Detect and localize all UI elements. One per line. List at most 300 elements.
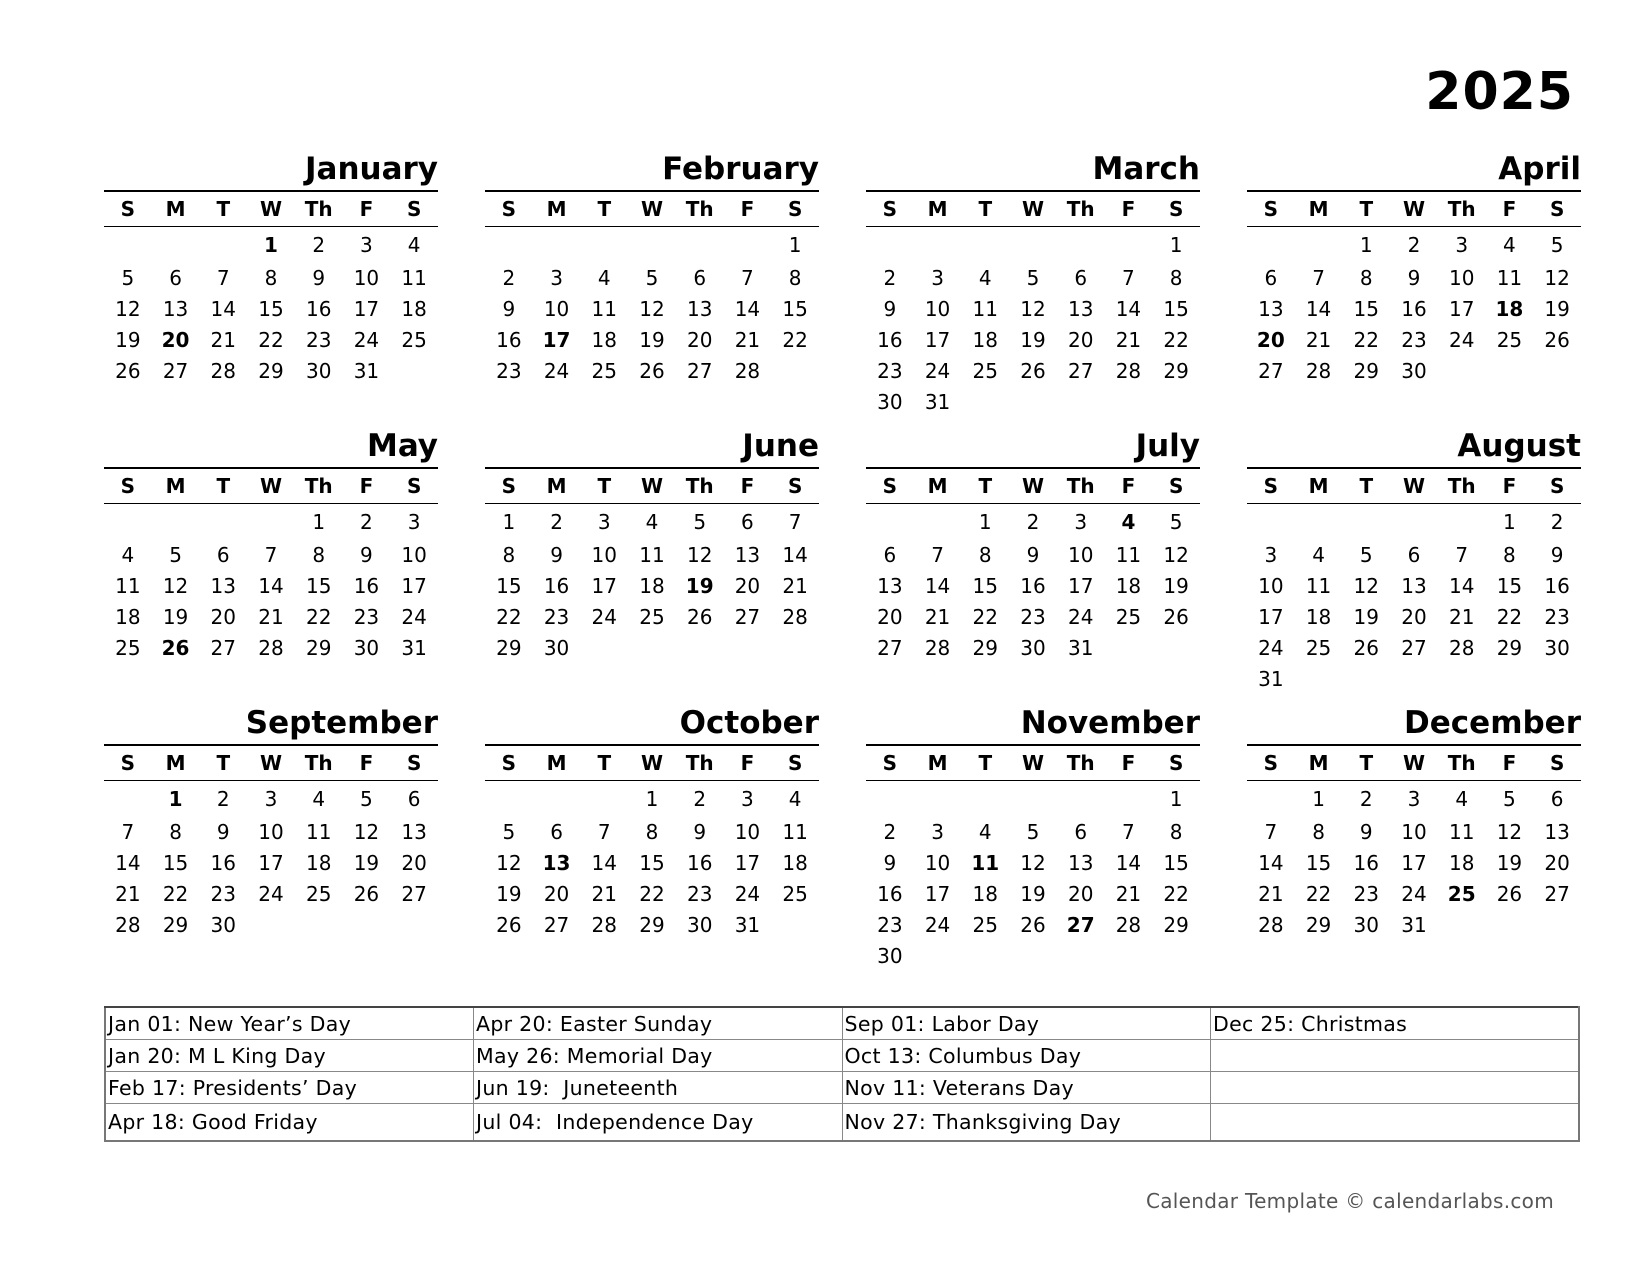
day-number: 7 xyxy=(216,266,230,290)
day-number: 23 xyxy=(686,882,713,906)
empty-day xyxy=(1009,781,1057,817)
empty-day xyxy=(1009,227,1057,263)
empty-day xyxy=(199,504,247,540)
day-number: 7 xyxy=(931,543,944,567)
day-number: 14 xyxy=(1115,297,1142,321)
day-number: 14 xyxy=(258,574,284,598)
weekday-label: Th xyxy=(685,197,714,221)
day-number: 23 xyxy=(877,359,903,383)
day-number: 19 xyxy=(1353,605,1379,629)
weekday-label: T xyxy=(216,474,231,498)
day-number: 26 xyxy=(353,882,380,906)
day-number: 21 xyxy=(1115,882,1142,906)
day-number: 22 xyxy=(162,882,189,906)
day-number: 24 xyxy=(1448,328,1475,352)
day-number: 18 xyxy=(972,882,998,906)
empty-day xyxy=(1105,227,1153,263)
month-december xyxy=(1247,704,1581,972)
weekday-label: S xyxy=(787,751,803,775)
day-number: 8 xyxy=(1169,266,1183,290)
day-number: 6 xyxy=(169,266,182,290)
weekday-label: S xyxy=(406,751,422,775)
day-number: 24 xyxy=(543,359,570,383)
empty-day xyxy=(676,227,724,263)
day-number: 28 xyxy=(210,359,236,383)
day-number: 8 xyxy=(312,543,326,567)
day-number: 4 xyxy=(121,543,135,567)
day-number: 14 xyxy=(210,297,236,321)
day-number: 1 xyxy=(1312,787,1325,811)
day-number: 29 xyxy=(1163,913,1189,937)
day-number: 19 xyxy=(496,882,522,906)
weekday-label: Th xyxy=(1066,197,1095,221)
empty-day xyxy=(152,227,200,263)
day-number: 29 xyxy=(639,913,665,937)
empty-day xyxy=(724,227,772,263)
day-number: 23 xyxy=(210,882,236,906)
holiday-cell: Jan 01: New Year’s Day xyxy=(105,1007,474,1040)
weekday-label: S xyxy=(882,474,898,498)
day-number: 12 xyxy=(1496,820,1523,844)
holiday-cell: Jun 19: Juneteenth xyxy=(474,1072,843,1104)
weekday-label: M xyxy=(1308,197,1329,221)
weekday-label: M xyxy=(546,197,567,221)
weekday-label: S xyxy=(120,474,136,498)
day-number: 6 xyxy=(1264,266,1278,290)
day-number: 2 xyxy=(1359,787,1373,811)
day-number: 20 xyxy=(1544,851,1570,875)
day-number: 20 xyxy=(686,328,713,352)
weekday-label: M xyxy=(165,751,186,775)
day-number: 27 xyxy=(1067,359,1094,383)
day-number: 19 xyxy=(1020,882,1046,906)
day-number: 6 xyxy=(741,510,754,534)
day-number: 11 xyxy=(591,297,617,321)
weekday-label: M xyxy=(546,751,567,775)
day-number: 17 xyxy=(591,574,617,598)
day-number: 15 xyxy=(782,297,808,321)
weekday-label: S xyxy=(1168,474,1184,498)
day-number: 31 xyxy=(1401,913,1427,937)
day-number: 30 xyxy=(543,636,570,660)
empty-day xyxy=(485,781,533,817)
day-number: 18 xyxy=(1115,574,1142,598)
day-number: 17 xyxy=(353,297,380,321)
day-number: 5 xyxy=(1359,543,1373,567)
day-number: 10 xyxy=(401,543,427,567)
day-number: 28 xyxy=(591,913,617,937)
day-number: 25 xyxy=(401,328,427,352)
day-number: 3 xyxy=(741,787,754,811)
month-name: July xyxy=(866,427,1200,469)
day-number: 7 xyxy=(597,820,611,844)
weekday-header xyxy=(1247,192,1581,227)
holiday-day-number: 20 xyxy=(161,328,190,352)
holiday-cell xyxy=(1211,1072,1580,1104)
day-number: 24 xyxy=(1258,636,1284,660)
day-number: 26 xyxy=(1496,882,1523,906)
day-number: 8 xyxy=(1312,820,1325,844)
day-number: 30 xyxy=(1401,359,1427,383)
day-number: 11 xyxy=(1115,543,1142,567)
day-number: 3 xyxy=(1074,510,1088,534)
day-number: 22 xyxy=(1496,605,1523,629)
weekday-label: W xyxy=(259,197,283,221)
day-number: 27 xyxy=(686,359,713,383)
day-grid xyxy=(1247,781,1581,972)
weekday-label: W xyxy=(1021,197,1045,221)
weekday-label: T xyxy=(597,751,612,775)
month-october xyxy=(485,704,819,972)
holiday-day-number: 4 xyxy=(1121,510,1136,534)
day-number: 25 xyxy=(1115,605,1142,629)
day-number: 10 xyxy=(1067,543,1094,567)
day-number: 9 xyxy=(216,820,230,844)
day-number: 9 xyxy=(550,543,563,567)
day-number: 1 xyxy=(1169,233,1183,257)
weekday-label: F xyxy=(359,197,374,221)
day-number: 6 xyxy=(1550,787,1564,811)
weekday-label: S xyxy=(1168,197,1184,221)
empty-day xyxy=(1105,781,1153,817)
day-number: 13 xyxy=(686,297,713,321)
day-number: 24 xyxy=(401,605,427,629)
holiday-day-number: 17 xyxy=(542,328,571,352)
day-number: 15 xyxy=(162,851,189,875)
day-number: 16 xyxy=(1353,851,1379,875)
weekday-label: W xyxy=(1402,197,1426,221)
weekday-label: F xyxy=(1502,751,1517,775)
weekday-label: T xyxy=(978,474,993,498)
weekday-label: W xyxy=(640,751,664,775)
day-number: 30 xyxy=(210,913,236,937)
day-number: 24 xyxy=(258,882,284,906)
day-number: 26 xyxy=(1020,359,1046,383)
day-number: 17 xyxy=(1067,574,1094,598)
day-number: 4 xyxy=(597,266,611,290)
weekday-header xyxy=(866,192,1200,227)
day-number: 5 xyxy=(1503,787,1516,811)
day-grid xyxy=(866,504,1200,695)
weekday-header xyxy=(866,469,1200,504)
day-number: 18 xyxy=(972,328,998,352)
day-number: 8 xyxy=(264,266,278,290)
day-number: 10 xyxy=(258,820,284,844)
month-september xyxy=(104,704,438,972)
day-number: 14 xyxy=(1305,297,1332,321)
day-number: 30 xyxy=(1353,913,1379,937)
day-number: 23 xyxy=(353,605,380,629)
day-number: 19 xyxy=(1496,851,1523,875)
day-grid xyxy=(866,227,1200,418)
day-number: 2 xyxy=(883,820,897,844)
day-number: 14 xyxy=(924,574,951,598)
day-number: 25 xyxy=(972,359,998,383)
day-number: 10 xyxy=(734,820,761,844)
weekday-label: T xyxy=(1359,197,1374,221)
day-number: 27 xyxy=(162,359,189,383)
day-number: 14 xyxy=(782,543,808,567)
empty-day xyxy=(1247,504,1295,540)
weekday-label: Th xyxy=(304,751,333,775)
day-number: 21 xyxy=(258,605,284,629)
day-number: 20 xyxy=(1401,605,1427,629)
day-number: 18 xyxy=(782,851,808,875)
day-number: 13 xyxy=(1544,820,1570,844)
weekday-label: F xyxy=(740,474,755,498)
day-grid xyxy=(485,227,819,418)
holiday-cell: Jan 20: M L King Day xyxy=(105,1040,474,1072)
day-number: 30 xyxy=(877,944,903,968)
weekday-header xyxy=(485,192,819,227)
day-number: 15 xyxy=(1163,851,1189,875)
day-number: 23 xyxy=(496,359,522,383)
day-number: 23 xyxy=(1401,328,1427,352)
day-number: 10 xyxy=(543,297,570,321)
day-number: 24 xyxy=(924,359,951,383)
day-number: 17 xyxy=(924,328,951,352)
day-number: 4 xyxy=(645,510,659,534)
holiday-cell: Sep 01: Labor Day xyxy=(842,1007,1211,1040)
day-number: 6 xyxy=(1074,266,1088,290)
day-number: 29 xyxy=(972,636,998,660)
month-name: January xyxy=(104,150,438,192)
empty-day xyxy=(199,227,247,263)
weekday-label: F xyxy=(1121,474,1136,498)
day-number: 8 xyxy=(978,543,992,567)
day-number: 29 xyxy=(162,913,189,937)
weekday-label: S xyxy=(787,197,803,221)
day-number: 13 xyxy=(162,297,189,321)
day-number: 22 xyxy=(782,328,808,352)
empty-day xyxy=(533,227,581,263)
weekday-label: Th xyxy=(1447,474,1476,498)
day-number: 12 xyxy=(686,543,713,567)
weekday-header xyxy=(104,192,438,227)
day-number: 26 xyxy=(639,359,665,383)
day-number: 20 xyxy=(401,851,427,875)
day-number: 3 xyxy=(931,266,944,290)
empty-day xyxy=(152,504,200,540)
month-name: September xyxy=(104,704,438,746)
weekday-label: S xyxy=(1263,197,1279,221)
day-number: 6 xyxy=(216,543,230,567)
empty-day xyxy=(247,504,295,540)
weekday-label: W xyxy=(259,474,283,498)
weekday-label: Th xyxy=(1447,751,1476,775)
day-number: 27 xyxy=(877,636,903,660)
day-number: 9 xyxy=(883,851,897,875)
day-number: 12 xyxy=(1544,266,1570,290)
empty-day xyxy=(485,227,533,263)
day-number: 9 xyxy=(1550,543,1564,567)
day-number: 13 xyxy=(1067,851,1094,875)
day-number: 25 xyxy=(591,359,617,383)
day-number: 16 xyxy=(1401,297,1427,321)
day-number: 8 xyxy=(788,266,802,290)
day-number: 11 xyxy=(1496,266,1523,290)
day-number: 15 xyxy=(639,851,665,875)
month-name: June xyxy=(485,427,819,469)
day-number: 9 xyxy=(693,820,707,844)
holiday-table xyxy=(104,1006,1580,1142)
day-number: 30 xyxy=(1544,636,1570,660)
day-number: 8 xyxy=(645,820,659,844)
month-march xyxy=(866,150,1200,418)
day-number: 18 xyxy=(305,851,332,875)
weekday-label: F xyxy=(1121,751,1136,775)
day-number: 7 xyxy=(121,820,135,844)
month-november xyxy=(866,704,1200,972)
day-number: 31 xyxy=(734,913,761,937)
day-number: 1 xyxy=(788,233,802,257)
day-number: 30 xyxy=(353,636,380,660)
day-number: 26 xyxy=(1353,636,1379,660)
day-number: 2 xyxy=(502,266,516,290)
day-number: 20 xyxy=(734,574,761,598)
weekday-label: M xyxy=(927,751,948,775)
empty-day xyxy=(580,781,628,817)
weekday-label: Th xyxy=(1066,751,1095,775)
day-number: 12 xyxy=(496,851,522,875)
empty-day xyxy=(961,227,1009,263)
day-number: 25 xyxy=(305,882,332,906)
day-number: 21 xyxy=(1448,605,1475,629)
month-february xyxy=(485,150,819,418)
day-number: 6 xyxy=(693,266,707,290)
day-number: 19 xyxy=(639,328,665,352)
day-number: 4 xyxy=(407,233,421,257)
day-number: 5 xyxy=(1169,510,1183,534)
holiday-day-number: 25 xyxy=(1447,882,1476,906)
holiday-cell: Oct 13: Columbus Day xyxy=(842,1040,1211,1072)
day-number: 20 xyxy=(877,605,903,629)
day-number: 12 xyxy=(639,297,665,321)
empty-day xyxy=(1295,227,1343,263)
day-number: 25 xyxy=(639,605,665,629)
holiday-cell: Feb 17: Presidents’ Day xyxy=(105,1072,474,1104)
weekday-label: M xyxy=(1308,751,1329,775)
empty-day xyxy=(866,781,914,817)
day-number: 2 xyxy=(693,787,707,811)
day-number: 14 xyxy=(591,851,617,875)
day-number: 17 xyxy=(734,851,761,875)
day-number: 13 xyxy=(210,574,236,598)
day-number: 25 xyxy=(115,636,141,660)
day-number: 15 xyxy=(305,574,332,598)
weekday-label: T xyxy=(597,197,612,221)
month-may xyxy=(104,427,438,695)
day-number: 22 xyxy=(1353,328,1379,352)
day-number: 3 xyxy=(1264,543,1278,567)
weekday-label: Th xyxy=(685,474,714,498)
weekday-header xyxy=(866,746,1200,781)
day-number: 15 xyxy=(972,574,998,598)
day-number: 2 xyxy=(883,266,897,290)
weekday-label: W xyxy=(1021,474,1045,498)
weekday-label: S xyxy=(406,474,422,498)
day-number: 28 xyxy=(734,359,761,383)
day-number: 2 xyxy=(360,510,373,534)
day-grid xyxy=(104,781,438,972)
day-number: 21 xyxy=(591,882,617,906)
day-number: 31 xyxy=(353,359,380,383)
day-number: 15 xyxy=(258,297,284,321)
weekday-label: S xyxy=(882,751,898,775)
weekday-label: M xyxy=(1308,474,1329,498)
day-number: 24 xyxy=(924,913,951,937)
day-number: 11 xyxy=(639,543,665,567)
day-number: 18 xyxy=(639,574,665,598)
day-number: 6 xyxy=(550,820,563,844)
year-title: 2025 xyxy=(1425,62,1574,122)
day-number: 4 xyxy=(788,787,802,811)
day-number: 29 xyxy=(305,636,332,660)
day-number: 22 xyxy=(972,605,998,629)
day-number: 19 xyxy=(162,605,189,629)
day-number: 11 xyxy=(972,297,998,321)
day-number: 22 xyxy=(258,328,284,352)
weekday-label: S xyxy=(1263,474,1279,498)
day-number: 6 xyxy=(1074,820,1088,844)
day-number: 28 xyxy=(115,913,141,937)
holiday-day-number: 19 xyxy=(685,574,714,598)
day-number: 27 xyxy=(1401,636,1427,660)
day-number: 16 xyxy=(496,328,522,352)
day-number: 14 xyxy=(1448,574,1475,598)
weekday-header xyxy=(104,469,438,504)
weekday-header xyxy=(1247,469,1581,504)
day-number: 15 xyxy=(1496,574,1523,598)
weekday-label: S xyxy=(1168,751,1184,775)
weekday-label: W xyxy=(1021,751,1045,775)
day-number: 3 xyxy=(1455,233,1469,257)
weekday-label: Th xyxy=(1066,474,1095,498)
weekday-label: T xyxy=(597,474,612,498)
weekday-label: T xyxy=(216,751,231,775)
weekday-label: F xyxy=(359,474,374,498)
day-number: 22 xyxy=(639,882,665,906)
day-number: 19 xyxy=(115,328,141,352)
day-number: 28 xyxy=(782,605,808,629)
empty-day xyxy=(961,781,1009,817)
day-number: 4 xyxy=(1503,233,1516,257)
day-number: 24 xyxy=(734,882,761,906)
weekday-header xyxy=(485,469,819,504)
day-number: 16 xyxy=(353,574,380,598)
day-number: 10 xyxy=(591,543,617,567)
day-number: 9 xyxy=(360,543,373,567)
empty-day xyxy=(1438,504,1486,540)
day-number: 12 xyxy=(1353,574,1379,598)
day-number: 9 xyxy=(1026,543,1040,567)
day-number: 4 xyxy=(1312,543,1325,567)
month-name: April xyxy=(1247,150,1581,192)
day-number: 13 xyxy=(877,574,903,598)
holiday-row xyxy=(105,1040,1579,1072)
empty-day xyxy=(914,504,962,540)
day-number: 31 xyxy=(401,636,427,660)
footer-credit: Calendar Template © calendarlabs.com xyxy=(1145,1189,1554,1213)
day-number: 3 xyxy=(1407,787,1421,811)
holiday-day-number: 11 xyxy=(971,851,1000,875)
holiday-row xyxy=(105,1072,1579,1104)
day-number: 27 xyxy=(401,882,427,906)
day-number: 2 xyxy=(1407,233,1421,257)
weekday-label: T xyxy=(1359,474,1374,498)
day-number: 5 xyxy=(1550,233,1564,257)
day-number: 5 xyxy=(1026,820,1040,844)
